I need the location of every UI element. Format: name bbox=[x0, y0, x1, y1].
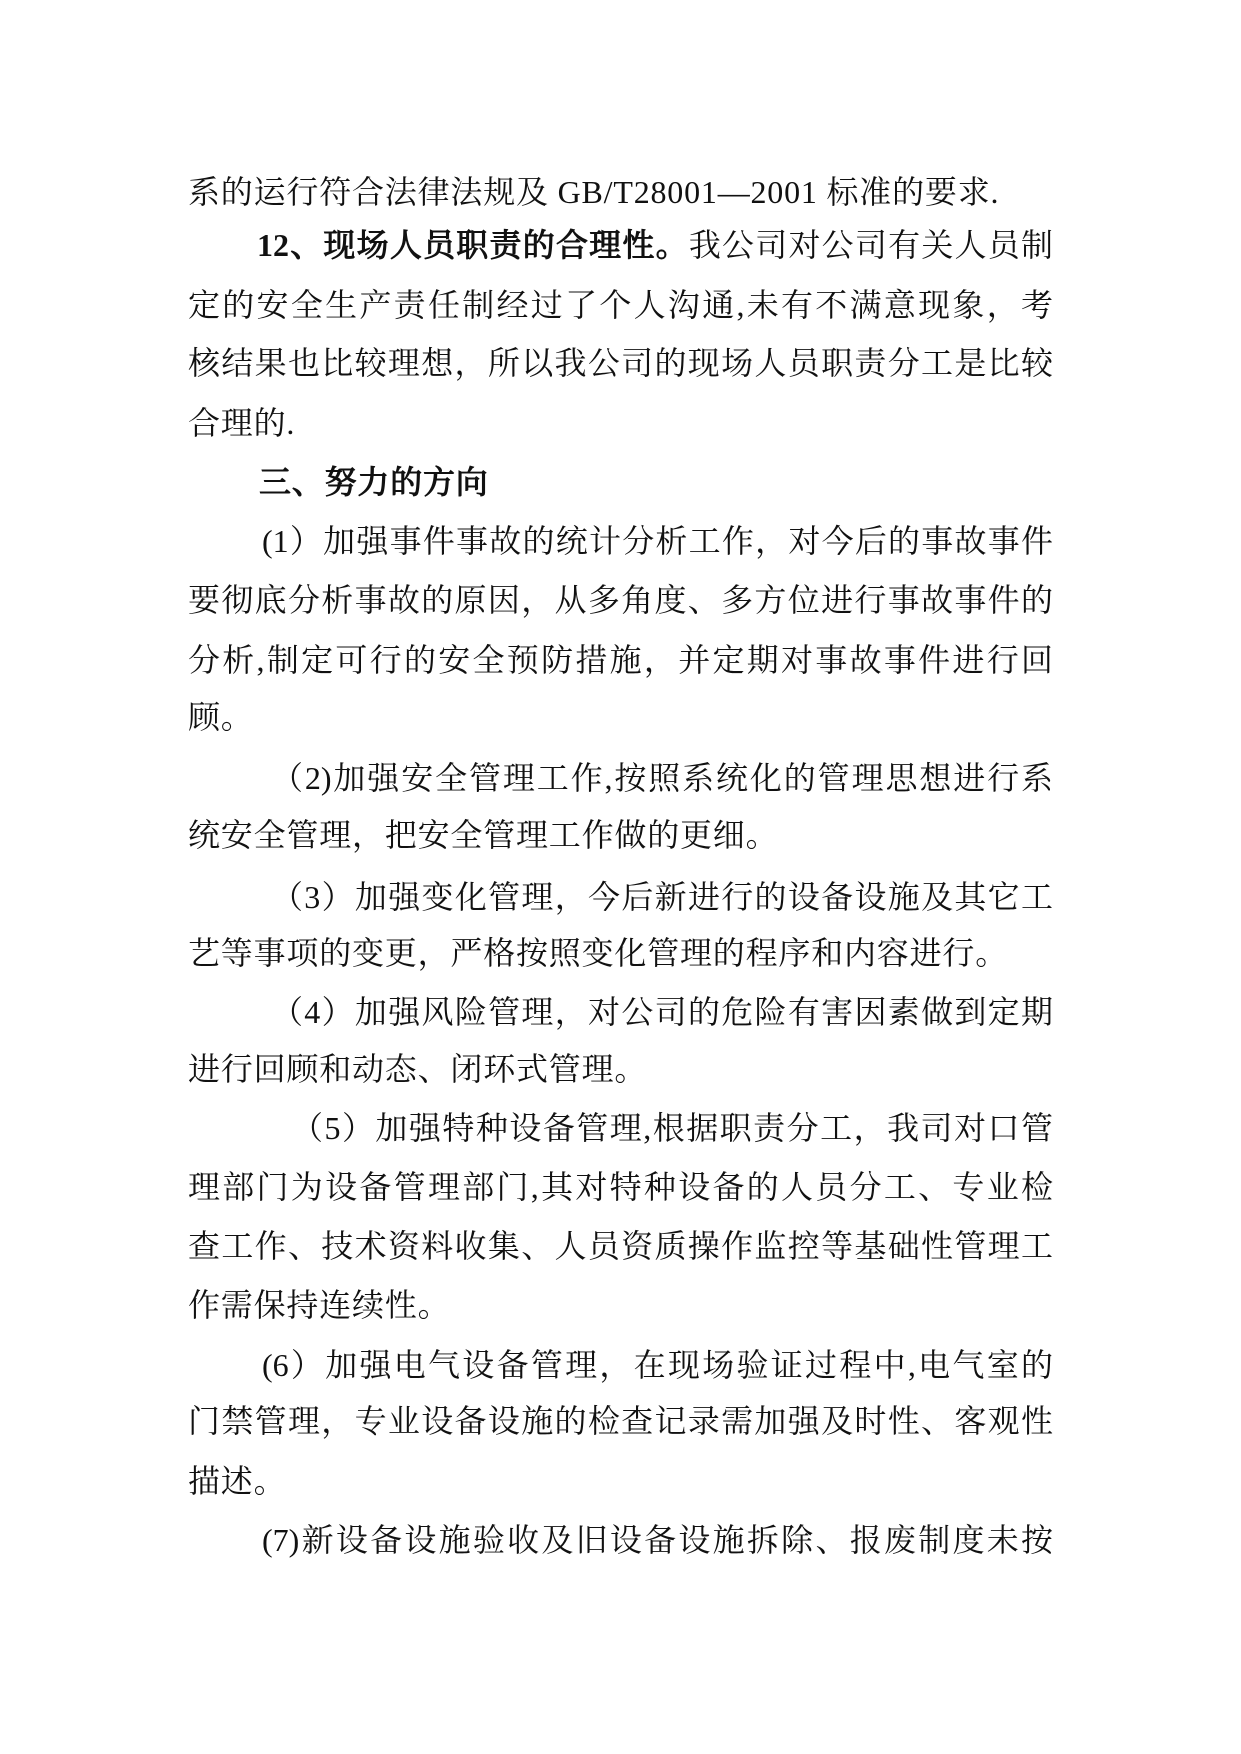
measure-6-line: 门禁管理，专业设备设施的检查记录需加强及时性、客观性 bbox=[188, 1403, 1053, 1439]
measure-3-line: 艺等事项的变更，严格按照变化管理的程序和内容进行。 bbox=[188, 935, 1009, 971]
measure-5-line: 作需保持连续性。 bbox=[188, 1287, 451, 1323]
paragraph-line: 系的运行符合法律法规及 GB/T28001—2001 标准的要求. bbox=[188, 174, 1000, 210]
measure-2-line: （2)加强安全管理工作,按照系统化的管理思想进行系 bbox=[271, 760, 1053, 796]
measure-1-line: 顾。 bbox=[188, 699, 254, 735]
measure-1-line: 要彻底分析事故的原因，从多角度、多方位进行事故事件的 bbox=[188, 582, 1053, 618]
measure-4-line: （4）加强风险管理，对公司的危险有害因素做到定期 bbox=[271, 994, 1053, 1030]
item-12-heading: 12、现场人员职责的合理性。 bbox=[257, 227, 689, 263]
measure-5-line: （5）加强特种设备管理,根据职责分工，我司对口管 bbox=[291, 1110, 1053, 1146]
measure-4-line: 进行回顾和动态、闭环式管理。 bbox=[188, 1051, 648, 1087]
paragraph-line: 定的安全生产责任制经过了个人沟通,未有不满意现象，考 bbox=[188, 287, 1053, 323]
measure-2-line: 统安全管理，把安全管理工作做的更细。 bbox=[188, 817, 779, 853]
measure-6-line: 描述。 bbox=[188, 1463, 287, 1499]
measure-7-line: (7)新设备设施验收及旧设备设施拆除、报废制度未按 bbox=[262, 1522, 1053, 1558]
section-heading: 三、努力的方向 bbox=[259, 464, 489, 500]
measure-1-line: (1）加强事件事故的统计分析工作，对今后的事故事件 bbox=[262, 523, 1053, 559]
paragraph-line: 核结果也比较理想，所以我公司的现场人员职责分工是比较 bbox=[188, 345, 1053, 381]
measure-5-line: 查工作、技术资料收集、人员资质操作监控等基础性管理工 bbox=[188, 1228, 1053, 1264]
measure-5-line: 理部门为设备管理部门,其对特种设备的人员分工、专业检 bbox=[188, 1169, 1053, 1205]
measure-3-line: （3）加强变化管理，今后新进行的设备设施及其它工 bbox=[271, 879, 1053, 915]
measure-6-line: (6）加强电气设备管理，在现场验证过程中,电气室的 bbox=[262, 1347, 1053, 1383]
measure-1-line: 分析,制定可行的安全预防措施，并定期对事故事件进行回 bbox=[188, 642, 1053, 678]
item-12-first-line bbox=[257, 225, 1053, 265]
item-12-text: 我公司对公司有关人员制 bbox=[688, 227, 1053, 263]
paragraph-line: 合理的. bbox=[188, 405, 296, 441]
